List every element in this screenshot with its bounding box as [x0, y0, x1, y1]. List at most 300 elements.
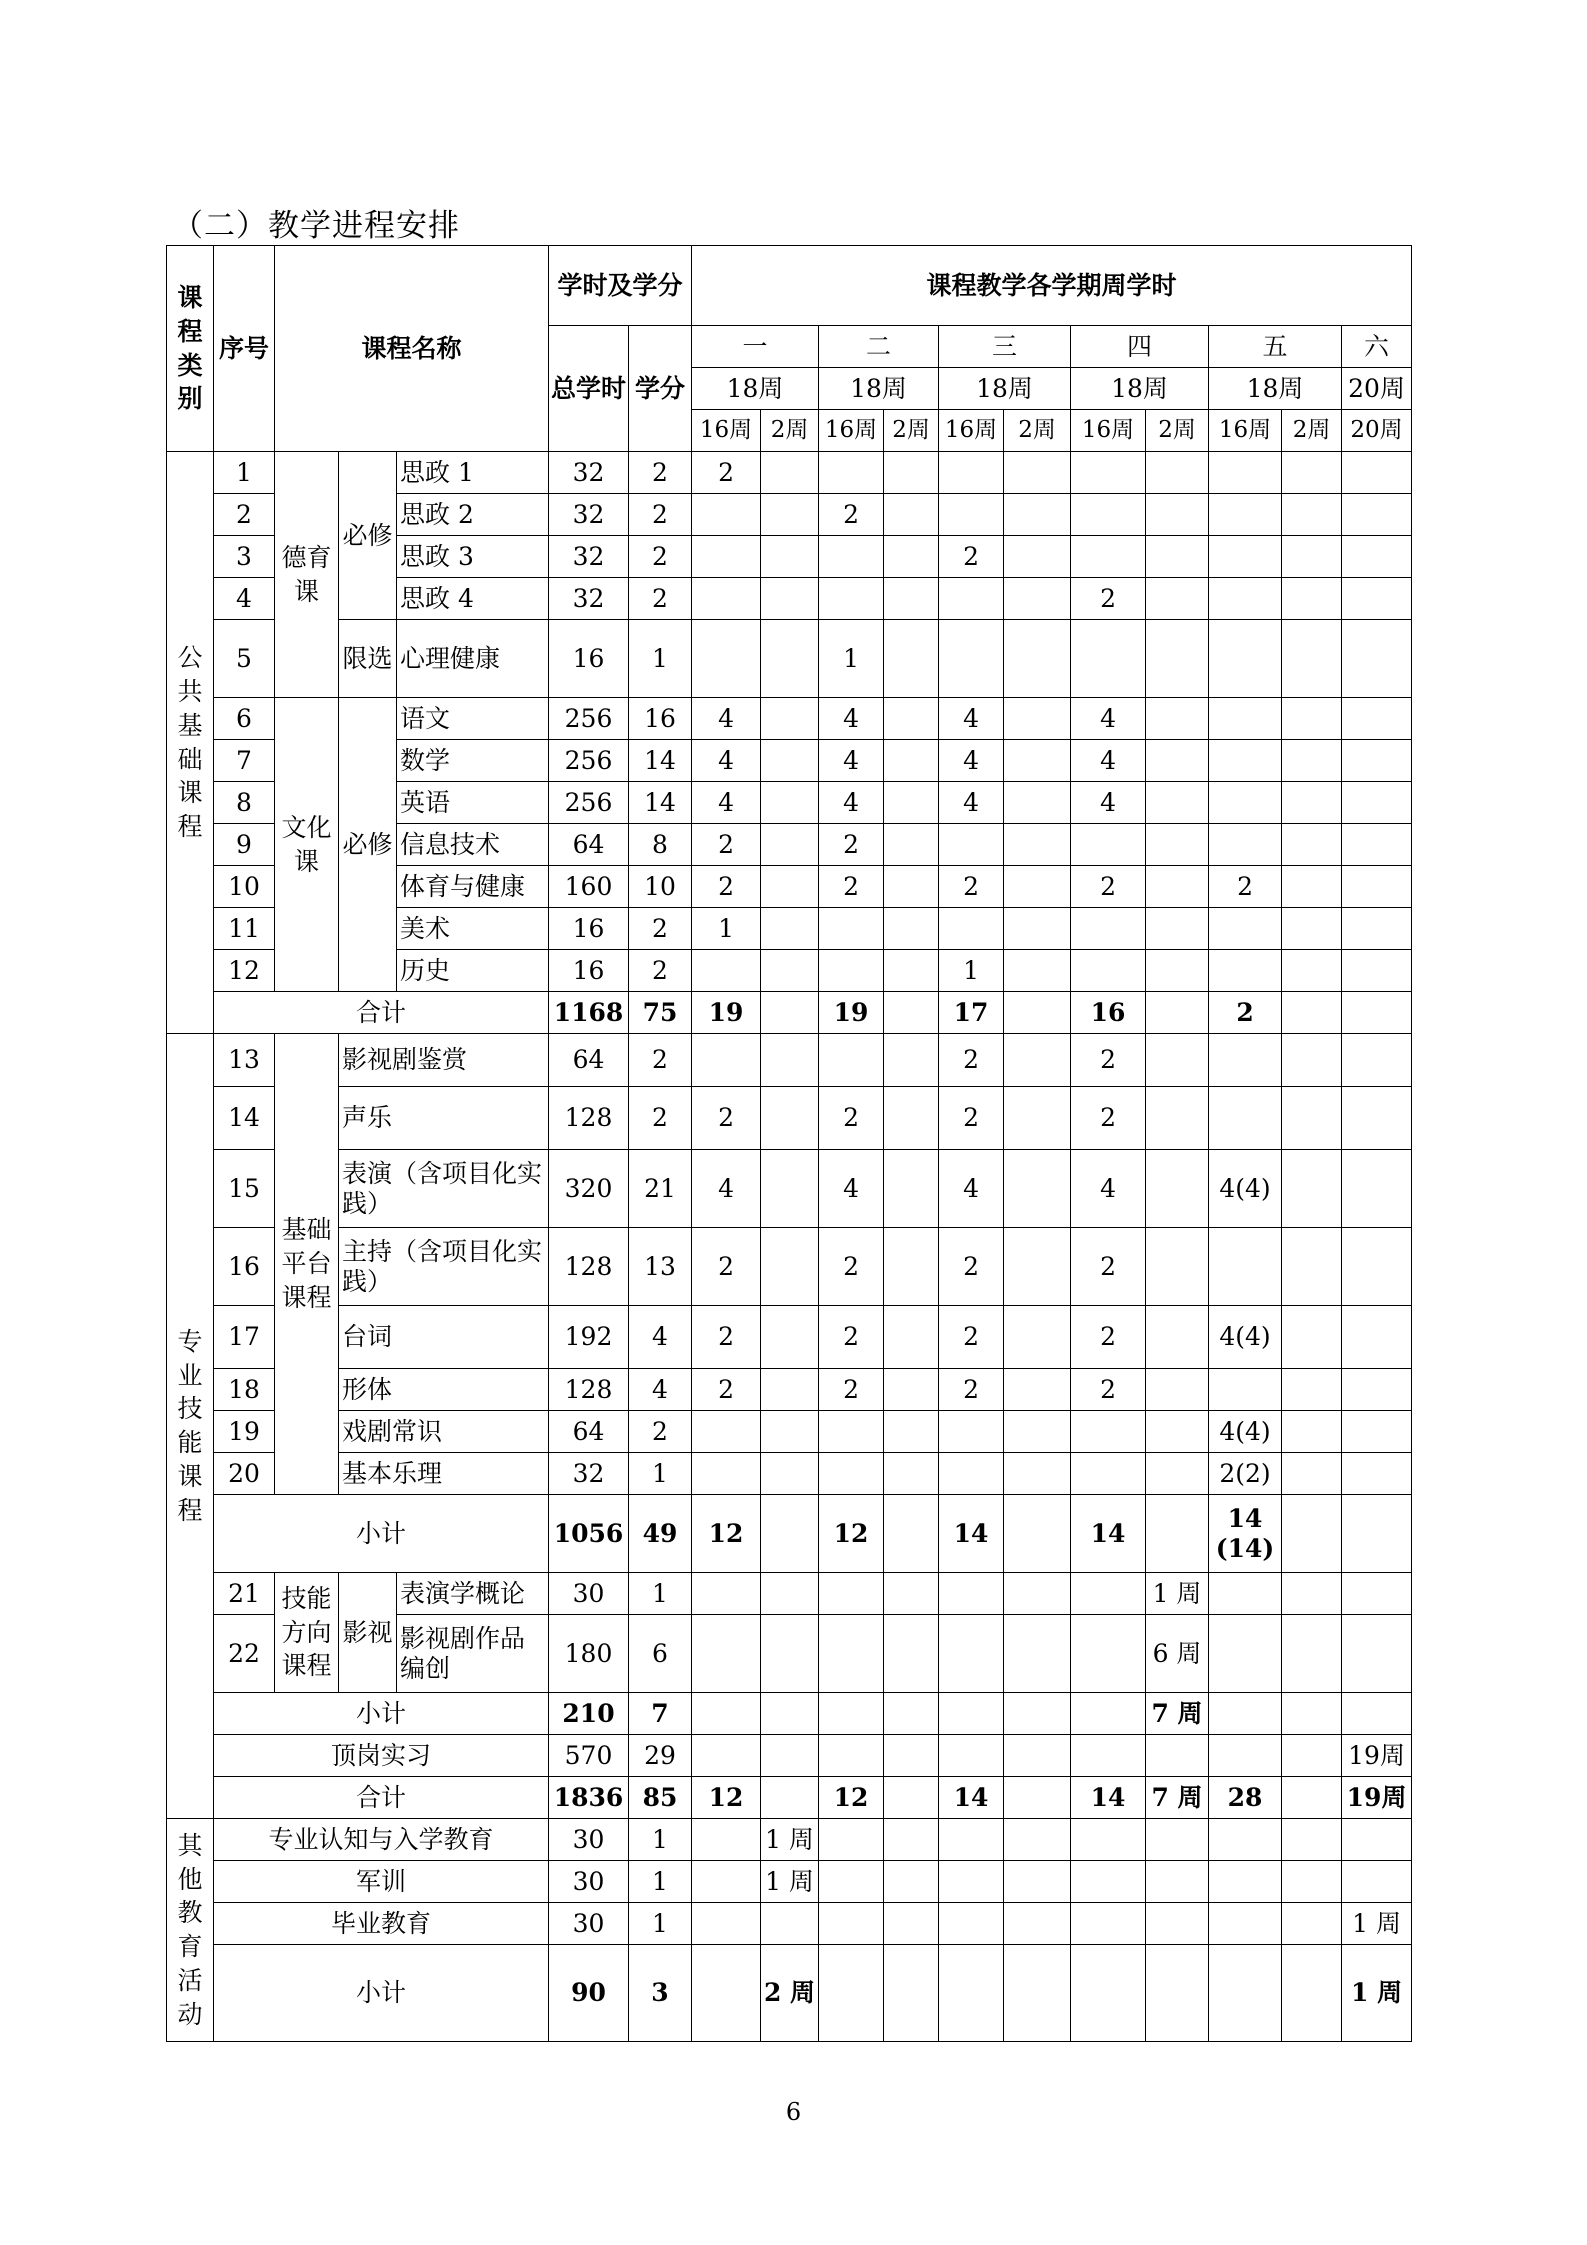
semester-cell	[819, 1573, 884, 1615]
semester-cell	[1004, 1306, 1071, 1369]
semester-cell	[1004, 950, 1071, 992]
semester-cell	[884, 782, 939, 824]
semester-cell	[692, 578, 761, 620]
semester-cell: 2(2)	[1209, 1453, 1282, 1495]
seq-cell: 15	[214, 1150, 275, 1228]
credits-cell: 1	[629, 1573, 692, 1615]
seq-cell: 4	[214, 578, 275, 620]
semester-cell: 2	[1071, 1034, 1146, 1087]
semester-cell	[1342, 824, 1412, 866]
header-credits: 学分	[629, 326, 692, 452]
semester-cell	[1342, 1228, 1412, 1306]
activity-name-cell: 专业认知与入学教育	[214, 1819, 549, 1861]
semester-cell: 4	[1071, 1150, 1146, 1228]
semester-cell	[884, 1453, 939, 1495]
semester-cell	[1209, 1369, 1282, 1411]
semester-cell	[884, 824, 939, 866]
semester-cell	[1342, 494, 1412, 536]
semester-cell	[692, 1819, 761, 1861]
header-subweek: 16周	[692, 410, 761, 452]
header-semester-3: 三	[939, 326, 1071, 368]
total-hours-cell: 1056	[549, 1495, 629, 1573]
semester-cell	[1071, 1411, 1146, 1453]
table-row	[167, 1903, 1412, 1945]
semester-cell	[1282, 782, 1342, 824]
course-name-cell: 思政 4	[397, 578, 549, 620]
credits-cell: 7	[629, 1693, 692, 1735]
header-total-hours: 总学时	[549, 326, 629, 452]
semester-cell	[1209, 1945, 1282, 2042]
semester-cell	[1071, 1861, 1146, 1903]
skill-subtotal-label: 小计	[214, 1693, 549, 1735]
total-hours-cell: 90	[549, 1945, 629, 2042]
total-hours-cell: 30	[549, 1819, 629, 1861]
semester-cell	[1282, 536, 1342, 578]
semester-cell: 2 周	[761, 1945, 819, 2042]
semester-cell: 4	[819, 698, 884, 740]
semester-cell	[1342, 452, 1412, 494]
semester-cell: 2	[692, 866, 761, 908]
semester-cell	[1282, 1228, 1342, 1306]
category-other: 其他教育活动	[167, 1819, 214, 2042]
semester-cell: 19周	[1342, 1735, 1412, 1777]
semester-cell	[1071, 908, 1146, 950]
credits-cell: 21	[629, 1150, 692, 1228]
semester-cell	[884, 1735, 939, 1777]
semester-cell	[819, 1903, 884, 1945]
semester-cell: 14	[939, 1495, 1004, 1573]
semester-cell	[761, 908, 819, 950]
semester-cell	[1209, 620, 1282, 698]
semester-cell	[884, 1903, 939, 1945]
semester-cell	[884, 1945, 939, 2042]
semester-cell	[1282, 1735, 1342, 1777]
header-hours-credits: 学时及学分	[549, 246, 692, 326]
credits-cell: 16	[629, 698, 692, 740]
semester-cell	[884, 866, 939, 908]
semester-cell	[1004, 1369, 1071, 1411]
table-row	[167, 1777, 1412, 1819]
public-total-label: 合计	[214, 992, 549, 1034]
credits-cell: 2	[629, 1411, 692, 1453]
semester-cell	[761, 1777, 819, 1819]
header-subweek: 16周	[1071, 410, 1146, 452]
semester-cell: 14	[1071, 1495, 1146, 1573]
semester-cell	[884, 1495, 939, 1573]
semester-cell	[761, 536, 819, 578]
semester-cell	[939, 452, 1004, 494]
credits-cell: 29	[629, 1735, 692, 1777]
semester-cell	[761, 1369, 819, 1411]
semester-cell: 2	[1071, 866, 1146, 908]
total-hours-cell: 32	[549, 536, 629, 578]
semester-cell	[761, 1228, 819, 1306]
table-row	[167, 1495, 1412, 1573]
table-row	[167, 1819, 1412, 1861]
semester-cell	[819, 1861, 884, 1903]
other-subtotal-label: 小计	[214, 1945, 549, 2042]
credits-cell: 8	[629, 824, 692, 866]
semester-cell	[692, 1903, 761, 1945]
semester-cell	[1209, 1573, 1282, 1615]
semester-cell	[1282, 1819, 1342, 1861]
semester-cell	[1342, 1453, 1412, 1495]
semester-cell: 2	[692, 1369, 761, 1411]
header-category: 课程类别	[167, 246, 214, 452]
table-row	[167, 992, 1412, 1034]
semester-cell	[1004, 536, 1071, 578]
semester-cell	[1004, 782, 1071, 824]
table-row	[167, 1945, 1412, 2042]
table-row	[167, 1369, 1412, 1411]
semester-cell	[1282, 1615, 1342, 1693]
category-professional: 专业技能课程	[167, 1034, 214, 1819]
total-hours-cell: 64	[549, 1034, 629, 1087]
semester-cell	[819, 578, 884, 620]
total-hours-cell: 64	[549, 1411, 629, 1453]
semester-cell	[1071, 620, 1146, 698]
semester-cell	[1342, 1306, 1412, 1369]
seq-cell: 2	[214, 494, 275, 536]
semester-cell	[1282, 1693, 1342, 1735]
total-hours-cell: 256	[549, 740, 629, 782]
platform-subtotal-label: 小计	[214, 1495, 549, 1573]
table-row	[167, 1693, 1412, 1735]
semester-cell	[1004, 1615, 1071, 1693]
seq-cell: 17	[214, 1306, 275, 1369]
seq-cell: 8	[214, 782, 275, 824]
semester-cell	[1209, 536, 1282, 578]
semester-cell: 4	[819, 1150, 884, 1228]
total-hours-cell: 1836	[549, 1777, 629, 1819]
credits-cell: 13	[629, 1228, 692, 1306]
semester-cell	[1342, 1573, 1412, 1615]
semester-cell	[1209, 1693, 1282, 1735]
total-hours-cell: 570	[549, 1735, 629, 1777]
semester-cell	[1342, 1693, 1412, 1735]
activity-name-cell: 毕业教育	[214, 1903, 549, 1945]
semester-cell	[1282, 494, 1342, 536]
group-culture: 文化课	[275, 698, 339, 992]
semester-cell	[692, 1861, 761, 1903]
semester-cell: 1 周	[1342, 1945, 1412, 2042]
total-hours-cell: 210	[549, 1693, 629, 1735]
group-skill-direction: 技能方向课程	[275, 1573, 339, 1693]
seq-cell: 21	[214, 1573, 275, 1615]
semester-cell	[761, 824, 819, 866]
semester-cell	[1004, 1735, 1071, 1777]
semester-cell	[939, 1453, 1004, 1495]
semester-cell: 2	[692, 1087, 761, 1150]
semester-cell	[1282, 698, 1342, 740]
semester-cell	[1004, 1034, 1071, 1087]
course-name-cell: 英语	[397, 782, 549, 824]
table-row	[167, 1228, 1412, 1306]
semester-cell: 1	[692, 908, 761, 950]
course-name-cell: 历史	[397, 950, 549, 992]
semester-cell	[884, 1777, 939, 1819]
semester-cell	[1342, 620, 1412, 698]
total-hours-cell: 320	[549, 1150, 629, 1228]
semester-cell	[1004, 1861, 1071, 1903]
credits-cell: 2	[629, 578, 692, 620]
semester-cell: 2	[1071, 578, 1146, 620]
semester-cell	[1071, 536, 1146, 578]
semester-cell	[761, 866, 819, 908]
semester-cell	[1209, 452, 1282, 494]
semester-cell: 7 周	[1146, 1693, 1209, 1735]
credits-cell: 1	[629, 1819, 692, 1861]
total-hours-cell: 16	[549, 908, 629, 950]
total-hours-cell: 32	[549, 494, 629, 536]
semester-cell	[884, 992, 939, 1034]
total-hours-cell: 128	[549, 1369, 629, 1411]
header-subweek: 2周	[1004, 410, 1071, 452]
header-subweek: 16周	[819, 410, 884, 452]
semester-cell	[1209, 824, 1282, 866]
semester-cell	[1071, 1945, 1146, 2042]
total-hours-cell: 160	[549, 866, 629, 908]
semester-cell: 14	[1071, 1777, 1146, 1819]
semester-cell	[819, 1453, 884, 1495]
semester-cell: 4	[1071, 782, 1146, 824]
internship-label: 顶岗实习	[214, 1735, 549, 1777]
semester-cell	[1004, 992, 1071, 1034]
semester-cell	[884, 1369, 939, 1411]
semester-cell	[761, 782, 819, 824]
semester-cell: 2	[819, 1369, 884, 1411]
semester-cell	[884, 1861, 939, 1903]
type-required: 必修	[339, 452, 397, 620]
semester-cell	[1146, 1369, 1209, 1411]
semester-cell	[1342, 950, 1412, 992]
type-limited: 限选	[339, 620, 397, 698]
semester-cell	[884, 1087, 939, 1150]
credits-cell: 2	[629, 494, 692, 536]
course-name-cell: 语文	[397, 698, 549, 740]
semester-cell: 4(4)	[1209, 1150, 1282, 1228]
semester-cell: 4	[939, 782, 1004, 824]
semester-cell	[692, 1693, 761, 1735]
semester-cell: 2	[692, 452, 761, 494]
semester-cell	[761, 1306, 819, 1369]
table-row	[167, 1453, 1412, 1495]
seq-cell: 6	[214, 698, 275, 740]
header-semester-hours: 课程教学各学期周学时	[692, 246, 1412, 326]
semester-cell	[1209, 908, 1282, 950]
total-hours-cell: 128	[549, 1087, 629, 1150]
header-weeks-2: 18周	[819, 368, 939, 410]
semester-cell	[1004, 1228, 1071, 1306]
semester-cell: 2	[819, 866, 884, 908]
semester-cell	[1282, 1903, 1342, 1945]
semester-cell: 12	[819, 1777, 884, 1819]
semester-cell	[1342, 1087, 1412, 1150]
credits-cell: 2	[629, 536, 692, 578]
semester-cell: 4	[819, 740, 884, 782]
semester-cell	[1209, 494, 1282, 536]
semester-cell	[1209, 1087, 1282, 1150]
semester-cell	[884, 494, 939, 536]
semester-cell	[1342, 1150, 1412, 1228]
seq-cell: 10	[214, 866, 275, 908]
semester-cell	[939, 578, 1004, 620]
semester-cell	[761, 1034, 819, 1087]
table-row	[167, 698, 1412, 740]
semester-cell	[1282, 578, 1342, 620]
semester-cell	[1282, 1453, 1342, 1495]
semester-cell	[1146, 1034, 1209, 1087]
semester-cell: 2	[819, 824, 884, 866]
semester-cell	[692, 1453, 761, 1495]
semester-cell	[1342, 1615, 1412, 1693]
semester-cell	[1146, 1819, 1209, 1861]
header-weeks-6: 20周	[1342, 368, 1412, 410]
semester-cell	[1146, 1453, 1209, 1495]
semester-cell: 14	[939, 1777, 1004, 1819]
semester-cell: 2	[939, 536, 1004, 578]
course-name-cell: 基本乐理	[339, 1453, 549, 1495]
total-hours-cell: 32	[549, 1453, 629, 1495]
header-subweek: 2周	[884, 410, 939, 452]
total-hours-cell: 1168	[549, 992, 629, 1034]
course-name-cell: 表演（含项目化实践）	[339, 1150, 549, 1228]
semester-cell	[1146, 1306, 1209, 1369]
semester-cell: 12	[819, 1495, 884, 1573]
total-hours-cell: 192	[549, 1306, 629, 1369]
semester-cell	[819, 452, 884, 494]
semester-cell	[1209, 1228, 1282, 1306]
semester-cell	[1342, 908, 1412, 950]
total-hours-cell: 256	[549, 782, 629, 824]
course-name-cell: 思政 2	[397, 494, 549, 536]
semester-cell	[1342, 698, 1412, 740]
semester-cell	[1209, 740, 1282, 782]
semester-cell	[819, 1411, 884, 1453]
course-name-cell: 声乐	[339, 1087, 549, 1150]
semester-cell	[1209, 1819, 1282, 1861]
semester-cell	[692, 1034, 761, 1087]
semester-cell	[1146, 536, 1209, 578]
header-course-name: 课程名称	[275, 246, 549, 452]
semester-cell	[1071, 1819, 1146, 1861]
table-row	[167, 1306, 1412, 1369]
semester-cell	[1209, 950, 1282, 992]
semester-cell: 1 周	[1146, 1573, 1209, 1615]
semester-cell: 4(4)	[1209, 1306, 1282, 1369]
semester-cell	[1004, 620, 1071, 698]
header-weeks-4: 18周	[1071, 368, 1209, 410]
credits-cell: 3	[629, 1945, 692, 2042]
credits-cell: 4	[629, 1306, 692, 1369]
semester-cell	[1282, 1945, 1342, 2042]
semester-cell	[761, 494, 819, 536]
semester-cell	[819, 536, 884, 578]
total-hours-cell: 64	[549, 824, 629, 866]
semester-cell	[761, 1411, 819, 1453]
course-name-cell: 形体	[339, 1369, 549, 1411]
semester-cell	[1146, 1945, 1209, 2042]
semester-cell: 1	[939, 950, 1004, 992]
group-moral: 德育课	[275, 452, 339, 698]
semester-cell	[1146, 740, 1209, 782]
semester-cell	[819, 908, 884, 950]
semester-cell	[1004, 494, 1071, 536]
total-hours-cell: 180	[549, 1615, 629, 1693]
seq-cell: 11	[214, 908, 275, 950]
semester-cell: 4	[692, 698, 761, 740]
semester-cell	[1146, 1903, 1209, 1945]
credits-cell: 85	[629, 1777, 692, 1819]
semester-cell	[884, 1411, 939, 1453]
activity-name-cell: 军训	[214, 1861, 549, 1903]
semester-cell	[1004, 1087, 1071, 1150]
semester-cell	[1282, 1573, 1342, 1615]
semester-cell	[761, 578, 819, 620]
semester-cell	[761, 698, 819, 740]
semester-cell: 2	[819, 1087, 884, 1150]
total-hours-cell: 16	[549, 950, 629, 992]
header-subweek: 2周	[1282, 410, 1342, 452]
semester-cell: 16	[1071, 992, 1146, 1034]
semester-cell: 4	[692, 740, 761, 782]
semester-cell	[1004, 698, 1071, 740]
header-semester-6: 六	[1342, 326, 1412, 368]
table-row	[167, 1573, 1412, 1615]
semester-cell	[1004, 1411, 1071, 1453]
semester-cell	[1342, 740, 1412, 782]
header-weeks-1: 18周	[692, 368, 819, 410]
semester-cell: 2	[819, 494, 884, 536]
semester-cell: 2	[939, 1087, 1004, 1150]
page-number: 6	[785, 2098, 802, 2126]
semester-cell	[1146, 578, 1209, 620]
semester-cell	[1282, 866, 1342, 908]
semester-cell	[1209, 782, 1282, 824]
table-row	[167, 1411, 1412, 1453]
semester-cell	[1004, 1573, 1071, 1615]
semester-cell	[939, 1615, 1004, 1693]
semester-cell: 2	[939, 1369, 1004, 1411]
semester-cell	[939, 1819, 1004, 1861]
semester-cell	[884, 1615, 939, 1693]
semester-cell	[1342, 782, 1412, 824]
semester-cell	[1071, 1615, 1146, 1693]
semester-cell: 2	[1071, 1087, 1146, 1150]
semester-cell	[692, 950, 761, 992]
semester-cell	[692, 1615, 761, 1693]
table-row	[167, 1735, 1412, 1777]
semester-cell	[1209, 1861, 1282, 1903]
semester-cell	[819, 1693, 884, 1735]
credits-cell: 2	[629, 1034, 692, 1087]
semester-cell	[1004, 1777, 1071, 1819]
semester-cell	[761, 950, 819, 992]
semester-cell	[939, 1861, 1004, 1903]
professional-total-label: 合计	[214, 1777, 549, 1819]
semester-cell	[761, 1495, 819, 1573]
semester-cell	[884, 950, 939, 992]
semester-cell	[1071, 1903, 1146, 1945]
semester-cell	[884, 1306, 939, 1369]
seq-cell: 5	[214, 620, 275, 698]
semester-cell: 2	[692, 1306, 761, 1369]
semester-cell	[939, 908, 1004, 950]
semester-cell: 19	[819, 992, 884, 1034]
credits-cell: 2	[629, 950, 692, 992]
semester-cell	[1146, 494, 1209, 536]
total-hours-cell: 30	[549, 1903, 629, 1945]
